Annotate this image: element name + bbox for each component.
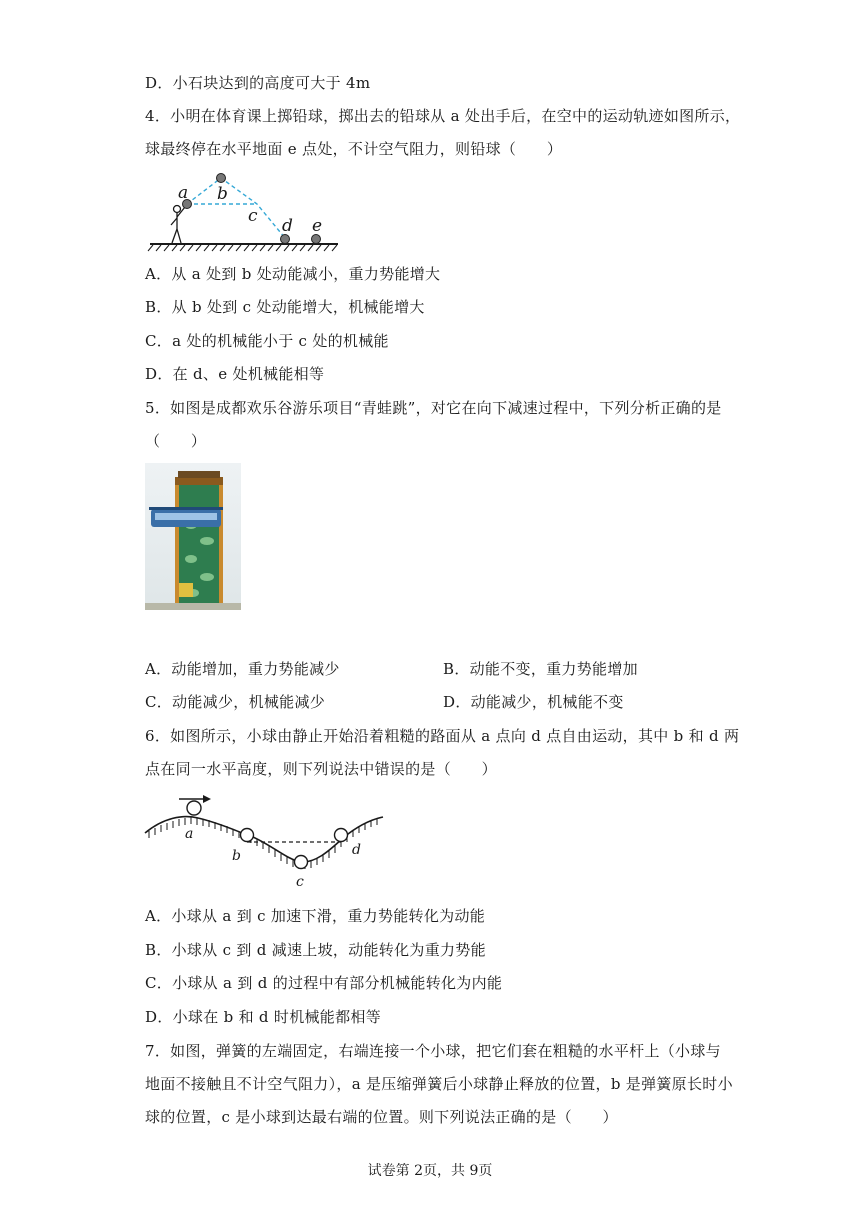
q4-stem-line2: 球最终停在水平地面 e 点处，不计空气阻力，则铅球（ ）: [145, 140, 563, 158]
track-ball-d: [335, 829, 348, 842]
label-c: c: [248, 206, 258, 226]
track-label-a: a: [185, 826, 194, 842]
q3-option-d[interactable]: D．小石块达到的高度可大于 4m: [145, 74, 371, 92]
q6-stem-line2: 点在同一水平高度，则下列说法中错误的是（ ）: [145, 760, 497, 778]
q7-stem-line3: 球的位置，c 是小球到达最右端的位置。则下列说法正确的是（ ）: [145, 1108, 618, 1126]
q7-stem-line1: 7．如图，弹簧的左端固定，右端连接一个小球，把它们套在粗糙的水平杆上（小球与: [145, 1042, 721, 1060]
q5-stem-line1: 5．如图是成都欢乐谷游乐项目“青蛙跳”，对它在向下减速过程中，下列分析正确的是: [145, 399, 722, 417]
rough-track-figure: [143, 790, 388, 890]
q6-option-a[interactable]: A．小球从 a 到 c 加速下滑，重力势能转化为动能: [145, 907, 486, 925]
q4-option-d[interactable]: D．在 d、e 处机械能相等: [145, 365, 325, 383]
arrow-head: [203, 795, 211, 803]
q5-option-a[interactable]: A．动能增加，重力势能减少: [145, 660, 340, 678]
page-footer: 试卷第 2页，共 9页: [367, 1163, 493, 1179]
label-a: a: [178, 183, 189, 203]
q6-option-b[interactable]: B．小球从 c 到 d 减速上坡，动能转化为重力势能: [145, 941, 486, 959]
q6-stem-line1: 6．如图所示，小球由静止开始沿着粗糙的路面从 a 点向 d 点自由运动，其中 b 和 d 两: [145, 727, 740, 745]
q6-option-c[interactable]: C．小球从 a 到 d 的过程中有部分机械能转化为内能: [145, 974, 503, 992]
thrower-figure: [171, 206, 185, 244]
ball-b: [217, 174, 226, 183]
q5-option-c[interactable]: C．动能减少，机械能减少: [145, 693, 326, 711]
q7-stem-line2: 地面不接触且不计空气阻力），a 是压缩弹簧后小球静止释放的位置，b 是弹簧原长时小: [145, 1075, 733, 1093]
q5-stem-line2: （ ）: [145, 432, 207, 450]
track-ball-b: [241, 829, 254, 842]
label-b: b: [217, 184, 228, 204]
track-ball-a: [187, 801, 201, 815]
track-hatching: [149, 817, 377, 869]
q6-option-d[interactable]: D．小球在 b 和 d 时机械能都相等: [145, 1008, 382, 1026]
q4-option-a[interactable]: A．从 a 处到 b 处动能减小，重力势能增大: [145, 265, 441, 283]
q5-option-d[interactable]: D．动能减少，机械能不变: [443, 693, 624, 711]
trajectory-path: [187, 178, 285, 238]
track-ball-c: [295, 856, 308, 869]
track-label-b: b: [232, 848, 241, 864]
q4-option-c[interactable]: C．a 处的机械能小于 c 处的机械能: [145, 332, 389, 350]
track-label-c: c: [296, 874, 304, 890]
q4-option-b[interactable]: B．从 b 处到 c 处动能增大，机械能增大: [145, 298, 425, 316]
label-e: e: [312, 216, 323, 236]
label-d: d: [282, 216, 293, 236]
q4-stem-line1: 4．小明在体育课上掷铅球，掷出去的铅球从 a 处出手后，在空中的运动轨迹如图所示，: [145, 107, 741, 125]
ground-hatching: [148, 245, 337, 251]
frog-jump-ride-photo: [145, 463, 241, 610]
track-label-d: d: [352, 842, 361, 858]
shot-put-trajectory-figure: [145, 168, 345, 252]
q5-option-b[interactable]: B．动能不变，重力势能增加: [443, 660, 638, 678]
